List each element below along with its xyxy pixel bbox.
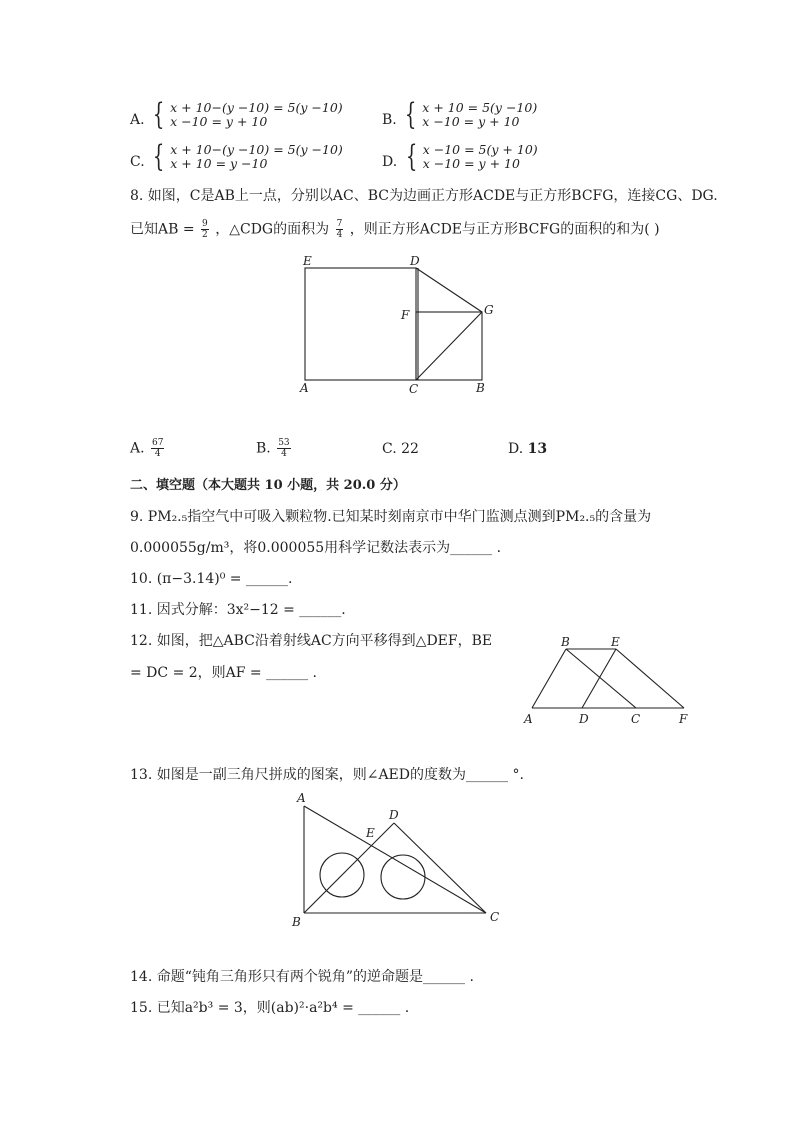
q7-a-eq1: x + 10−(y −10) = 5(y −10) [170, 100, 343, 115]
ab-fraction: $\frac{9}{2}$ [202, 219, 208, 240]
q7-c-eq1: x + 10−(y −10) = 5(y −10) [170, 142, 343, 157]
section-title: 二、填空题（本大题共 10 小题，共 20.0 分） [130, 478, 406, 493]
q12-figure [518, 632, 698, 732]
q7-c-eq2: x + 10 = y −10 [170, 156, 268, 171]
label-b: B [292, 915, 301, 929]
q13-figure [288, 788, 508, 933]
q8-figure [295, 252, 505, 397]
label-d: D [410, 254, 420, 268]
label-g: G [484, 303, 494, 317]
q9-line2: 0.000055g/m³，将0.000055用科学记数法表示为______ . [130, 540, 502, 556]
q14: 14. 命题“钝角三角形只有两个锐角”的逆命题是______ . [130, 969, 474, 985]
label-e: E [366, 826, 375, 840]
q7-b-eq1: x + 10 = 5(y −10) [422, 100, 538, 115]
label-e: E [611, 635, 620, 649]
area-fraction: $\frac{7}{4}$ [336, 219, 343, 240]
q12-line2: = DC = 2，则AF = ______ . [130, 665, 318, 681]
label-b: B [561, 635, 570, 649]
q8-option-b: B. $\frac{53}{4}$ [256, 438, 290, 459]
segment-dg [416, 268, 482, 312]
q13: 13. 如图是一副三角尺拼成的图案，则∠AED的度数为______ °. [130, 767, 524, 783]
label-b: B [476, 381, 485, 395]
q9-line1: 9. PM₂.₅指空气中可吸入颗粒物.已知某时刻南京市中华门监测点测到PM₂.₅的含量为 [130, 509, 652, 525]
label-c: C [409, 382, 419, 396]
q15: 15. 已知a²b³ = 3，则(ab)²·a²b⁴ = ______ . [130, 1000, 410, 1016]
q8-line1: 8. 如图，C是AB上一点，分别以AC、BC为边画正方形ACDE与正方形BCFG，连接CG、DG. [130, 188, 718, 204]
q8-option-c: C. 22 [382, 441, 419, 457]
q10: 10. (π−3.14)⁰ = ______. [130, 571, 293, 587]
q8-line2: 已知AB = $\frac{9}{2}$ ，△CDG的面积为 $\frac{7}{4}$ ，则正方形ACDE与正方形BCFG的面积的和为( ) [130, 219, 660, 240]
label-a: A [297, 791, 306, 805]
q8-option-d: D. 13 [508, 441, 548, 457]
q7-d-eq2: x −10 = y + 10 [422, 156, 520, 171]
label-a: A [524, 712, 533, 726]
q7-option-a: A. { x + 10−(y −10) = 5(y −10) x −10 = y + 10 [130, 97, 343, 132]
q7-option-c: C. { x + 10−(y −10) = 5(y −10) x + 10 = y −10 [130, 139, 343, 174]
q8-option-a: A. $\frac{67}{4}$ [130, 438, 164, 459]
q12-line1: 12. 如图，把△ABC沿着射线AC方向平移得到△DEF，BE [130, 633, 493, 649]
q7-d-eq1: x −10 = 5(y + 10) [422, 142, 538, 157]
label-a: A [300, 381, 309, 395]
q11: 11. 因式分解：3x²−12 = ______. [130, 602, 346, 618]
label-e: E [303, 254, 312, 268]
q7-a-eq2: x −10 = y + 10 [170, 114, 268, 129]
label-d: D [389, 808, 399, 822]
label-f: F [679, 712, 688, 726]
label-d: D [579, 712, 589, 726]
label-c: C [631, 712, 641, 726]
q7-option-d: D. { x −10 = 5(y + 10) x −10 = y + 10 [382, 139, 538, 174]
segment-cg [416, 312, 482, 380]
square-acde [305, 268, 416, 380]
label-f: F [401, 308, 410, 322]
label-c: C [490, 910, 500, 924]
q7-b-eq2: x −10 = y + 10 [422, 114, 520, 129]
q7-option-b: B. { x + 10 = 5(y −10) x −10 = y + 10 [382, 97, 538, 132]
